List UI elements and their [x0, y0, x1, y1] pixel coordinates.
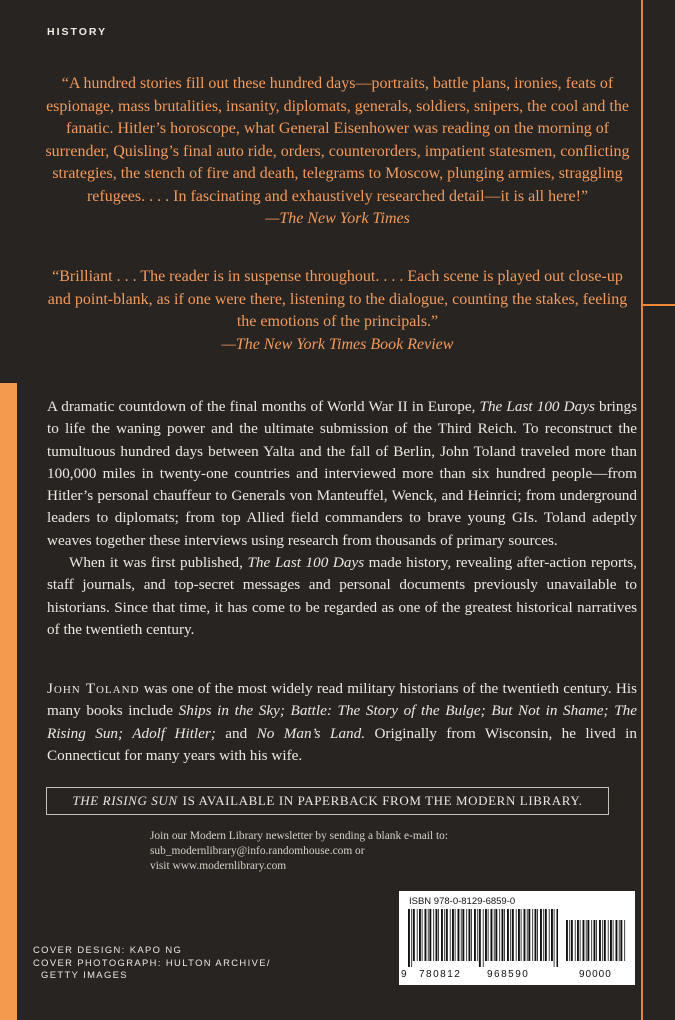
book-list: Ships in the Sky; Battle: The Story of the Bulge; But Not in Shame; The Rising Sun; Adolf Hitler; [47, 702, 638, 742]
newsletter-info [150, 829, 550, 874]
text-run: made history, revealing after-action reports, staff journals, and top-secret messages and personal documents previously unavailable to historians. Since that time, it has come to be regarded as one of the greatest historical narratives of the twentieth century. [47, 554, 637, 638]
quote-text: “A hundred stories fill out these hundred days—portraits, battle plans, ironies, feats of espionage, mass brutalities, insanity, diplomats, generals, soldiers, snipers, the cool and the fanatic. Hitler’s horoscope, what General Eisenhower was reading on the morning of surrender, Quisling’s final auto ride, orders, counterorders, impatient statesmen, conflicting strategies, the stench of fire and death, telegrams to Moscow, plunging armies, straggling refugees. . . . In fascinating and exhaustively researched detail—it is all here!” [45, 75, 630, 205]
barcode-lead-digit: 9 [401, 969, 407, 980]
barcode-box [399, 891, 635, 985]
credit-line: GETTY IMAGES [41, 969, 128, 980]
text-run: brings to life the waning power and the ultimate submission of the Third Reich. To reconstruct the tumultuous hundred days between Yalta and the fall of Berlin, John Toland traveled more than 100,000 miles in twenty-one countries and interviewed more than six hundred people—from Hitler’s personal chauffeur to Generals von Manteuffel, Wenck, and Heinrici; from underground leaders to diplomats; from top Allied field commanders to brave young GIs. Toland adeptly weaves together these interviews using research from thousands of primary sources. [47, 398, 637, 549]
quote-attribution: —The New York Times [265, 210, 410, 227]
description-paragraph-2 [47, 552, 637, 641]
text-run: When it was first published, [69, 554, 248, 572]
text-run: was one of the most widely read military historians of the twentieth century. His many books include [47, 680, 637, 720]
barcode-addon-digits: 90000 [579, 969, 612, 980]
description-paragraph-1 [47, 396, 637, 552]
barcode-digits-group-2: 968590 [487, 969, 530, 980]
book-title: The Last 100 Days [479, 398, 595, 415]
quote-text: “Brilliant . . . The reader is in suspense throughout. . . . Each scene is played out close-up and point-blank, as if one were there, listening to the dialogue, counting the stakes, feeling the emotions of the principals.” [47, 268, 628, 330]
addon-barcode-icon [566, 920, 626, 967]
book-title: No Man’s Land. [256, 724, 366, 742]
text-run: A dramatic countdown of the final months of World War II in Europe, [47, 398, 480, 415]
review-quote-2 [40, 266, 635, 356]
quote-attribution: —The New York Times Book Review [221, 335, 454, 353]
category-label: HISTORY [47, 26, 108, 38]
book-title: The Last 100 Days [247, 554, 365, 572]
credit-line: COVER PHOTOGRAPH: HULTON ARCHIVE/ [33, 956, 271, 968]
banner-title: THE RISING SUN [72, 793, 178, 808]
barcode-digits-group-1: 780812 [419, 969, 462, 980]
text-run: Originally from Wisconsin, he lived in Connecticut for many years with his wife. [47, 724, 637, 764]
cover-credits [33, 944, 271, 982]
author-bio [47, 678, 637, 767]
newsletter-email: sub_modernlibrary@info.randomhouse.com or [150, 845, 365, 857]
credit-line: COVER DESIGN: KAPO NG [33, 944, 183, 955]
isbn-label: ISBN 978-0-8129-6859-0 [409, 896, 516, 907]
review-quote-1 [40, 73, 635, 231]
right-vertical-rule [641, 0, 643, 1020]
barcode-icon [408, 909, 558, 967]
author-name: John Toland [47, 680, 140, 697]
book-description [47, 396, 637, 641]
text-run: and [215, 724, 257, 742]
left-accent-bar [0, 383, 17, 1020]
banner-text: IS AVAILABLE IN PAPERBACK FROM THE MODERN LIBRARY. [182, 793, 583, 808]
paperback-banner [46, 787, 609, 815]
newsletter-line: Join our Modern Library newsletter by sending a blank e-mail to: [150, 830, 448, 842]
right-horizontal-rule [641, 304, 675, 306]
newsletter-website: visit www.modernlibrary.com [150, 860, 287, 872]
